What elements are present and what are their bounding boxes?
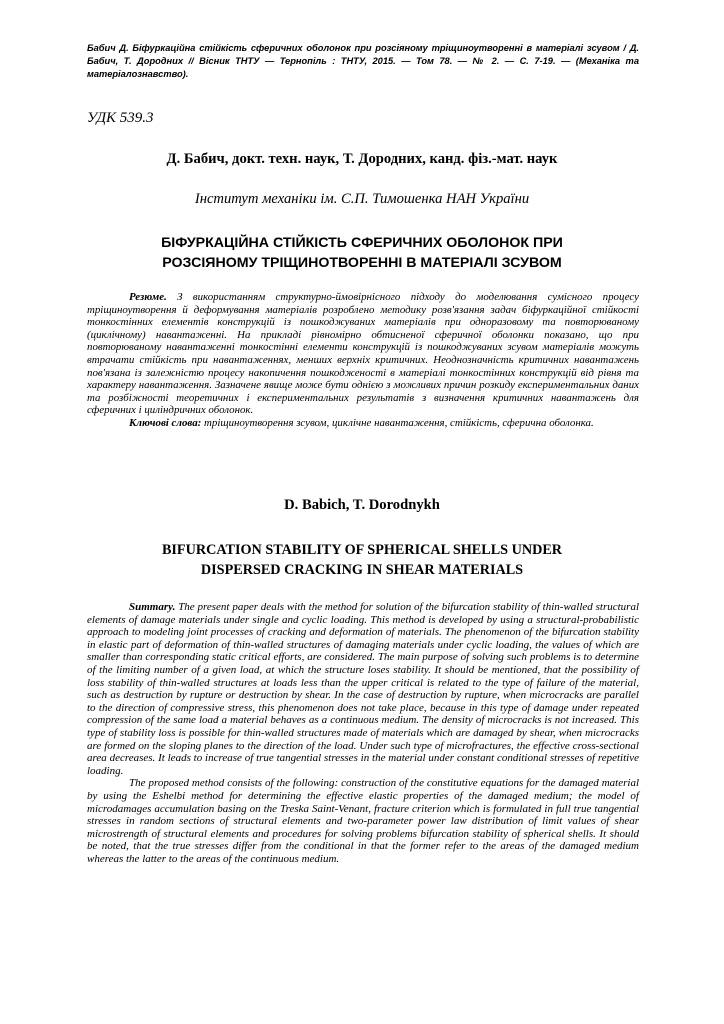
title-ukrainian-line-2: РОЗСІЯНОМУ ТРІЩИНОТВОРЕННІ В МАТЕРІАЛІ ЗСУВОМ: [162, 255, 562, 271]
keywords-text: тріщиноутворення зсувом, циклічне навантаження, стійкість, сферична оболонка.: [201, 416, 594, 429]
abstract-ukrainian: [87, 291, 639, 430]
abstract-ukrainian-text: З використанням структурно-ймовірнісного підходу до моделювання сумісного процесу тріщиноутворення й деформування матеріалів розроблено методику розв'язання задач біфуркаційної стійкості тонкостінних елементів конструкцій із пошкоджуваних матеріалів при одноразовому та повторюваному (циклічному) навантаженні. На прикладі рівномірно обтисненої сферичної оболонки показано, що при повторюваному навантаженні тонкостінні елементи конструкцій із пошкоджуваних зсувом матеріалів можуть втрачати стійкість при навантаженнях, менших верхніх критичних. Неоднозначність критичних навантажень пов'язана із залежністю процесу накопичення пошкодженості в матеріалі тонкостінних конструкцій від рівня та характеру навантаження. Зазначене явище може бути однією з можливих причин розкиду експериментальних даних та розбіжності теоретичних і експериментальних результатів з визначення критичних навантажень для сферичних і циліндричних оболонок.: [87, 291, 639, 417]
authors-ukrainian: Д. Бабич, докт. техн. наук, Т. Дородних, канд. фіз.-мат. наук: [166, 151, 558, 167]
title-english: [0, 540, 724, 580]
summary-label: Summary.: [129, 601, 176, 613]
title-ukrainian: [0, 233, 724, 273]
authors-english: D. Babich, T. Dorodnykh: [284, 497, 440, 513]
abstract-english: [87, 601, 639, 865]
institute-affiliation: Інститут механіки ім. С.П. Тимошенка НАН України: [194, 191, 530, 207]
udc-code: УДК 539.3: [87, 110, 154, 126]
abstract-ukrainian-paragraph: [87, 291, 639, 417]
summary-paragraph-2: The proposed method consists of the following: construction of the constitutive equations for the damaged material by using the Eshelbi method for determining the effective elastic properties of the damaged medium; the model of microdamages accumulation basing on the Treska Saint-Venant, fracture criterion which is formulated in full true tangential stresses in random sections of structural elements and two-parameter power law distribution of limit values of shear microstrength of structural elements and procedures for solving problems bifurcation stability of spherical shells. It should be noted, that the true stresses differ from the conditional in that the former refer to the areas of the damaged medium whereas the latter to the areas of the continuous medium.: [87, 777, 639, 865]
title-english-line-2: DISPERSED CRACKING IN SHEAR MATERIALS: [200, 562, 524, 578]
citation: Бабич Д. Біфуркаційна стійкість сферичних оболонок при розсіяному тріщиноутворенні в матеріалі зсувом / Д. Бабич, Т. Дородних // Вісник ТНТУ — Тернопіль : ТНТУ, 2015. — Том 78. — № 2. — С. 7-19. — (Механіка та матеріалознавство).: [87, 43, 639, 79]
summary-paragraph-1: [87, 601, 639, 777]
title-english-line-1: BIFURCATION STABILITY OF SPHERICAL SHELLS UNDER: [161, 542, 563, 558]
abstract-ukrainian-label: Резюме.: [129, 291, 167, 303]
summary-text-1: The present paper deals with the method for solution of the bifurcation stability of thin-walled structural elements of damage materials under single and cyclic loading. This method is developed by using a structural-probabilistic approach to modeling joint processes of cracking and deformation of materials. The phenomenon of the bifurcation stability in elastic part of deformation of thin-walled structures of damaging materials under cyclic loading, the values of which are smaller than corresponding static critical efforts, are considered. The main purpose of solving such problems is to determine of the limiting number of a given load, at which the structure loses stability. It should be mentioned, that the possibility of loss stability of thin-walled structures at loads less than the upper critical is related to the type of failure of the material, such as destruction by rupture or destruction by shear. In the case of destruction by rupture, when microcracks are parallel to the direction of compressive stress, this phenomenon does not take place, because in this type of damage under repeated compression of the same load a material behaves as a continuous medium. The density of microcracks is not increased. This type of stability loss is possible for thin-walled structures made of materials which are damaged by shear, when microcracks are formed on the sloping planes to the direction of the load. Under such type of microfractures, the effective cross-sectional area decreases. It leads to increase of true tangential stresses in the material under constant conditional stresses of repetitive loading.: [87, 601, 639, 777]
keywords-label: Ключові слова:: [129, 416, 202, 429]
title-ukrainian-line-1: БІФУРКАЦІЙНА СТІЙКІСТЬ СФЕРИЧНИХ ОБОЛОНОК ПРИ: [161, 235, 563, 251]
keywords-paragraph: [87, 417, 639, 430]
